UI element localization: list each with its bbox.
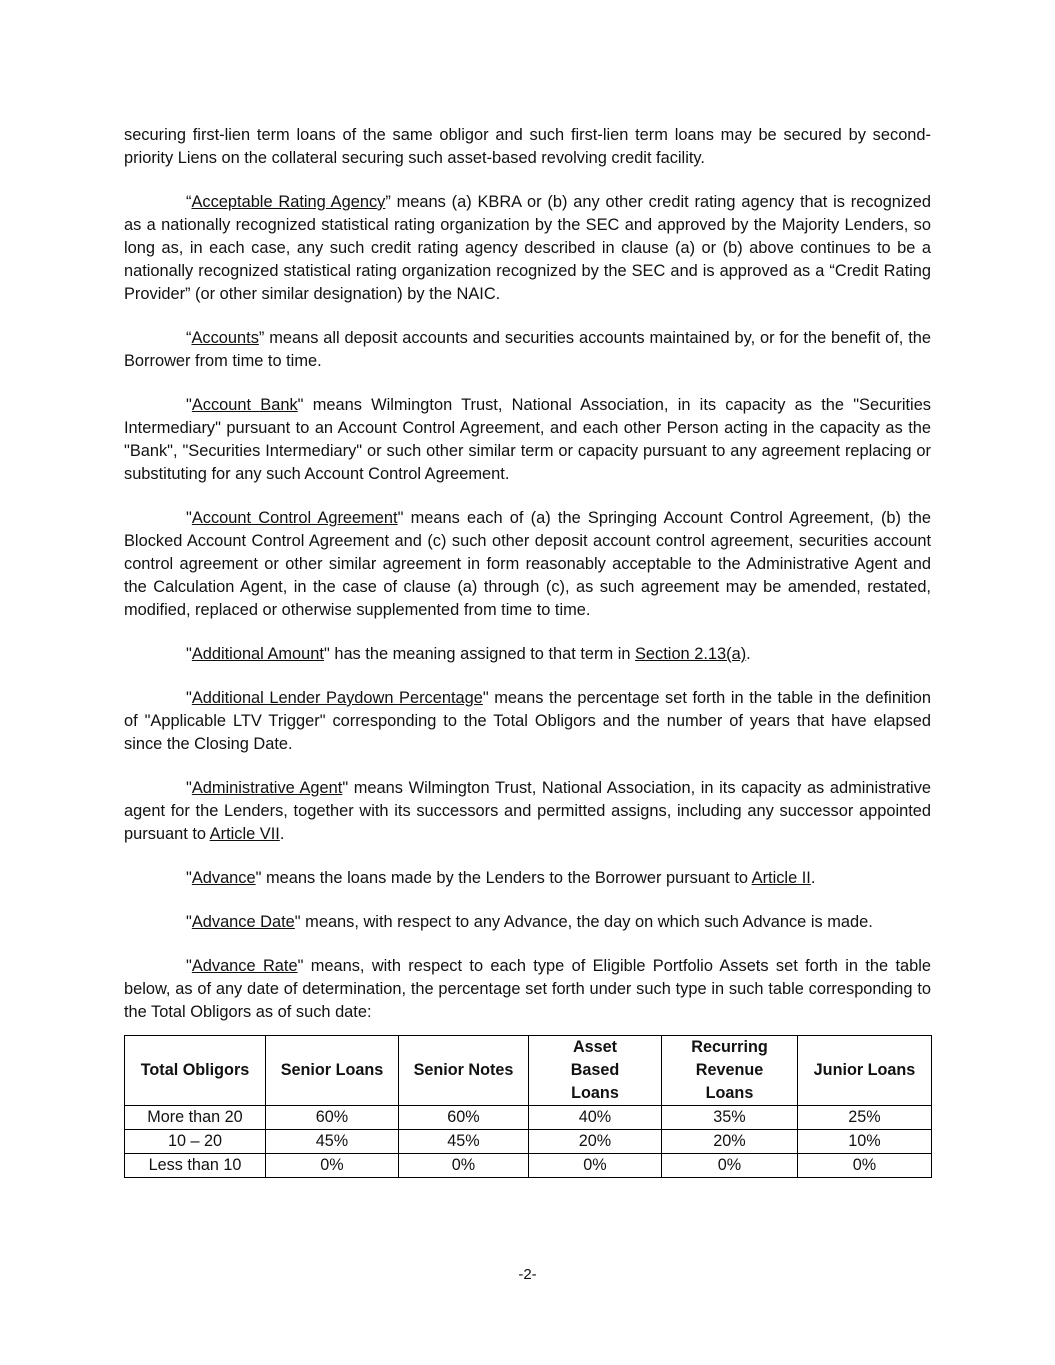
- table-cell: 0%: [266, 1154, 399, 1178]
- definition-advance-date: "Advance Date" means, with respect to any Advance, the day on which such Advance is made.: [186, 913, 873, 931]
- definition-account-control-agreement: "Account Control Agreement" means each of (a) the Springing Account Control Agreement, (b) the Blocked Account Control Agreement and (c) such other deposit account control agreement, securities account control agreement or other similar agreement in form reasonably acceptable to the Administrative Agent and the Calculation Agent, in the case of clause (a) through (c), as such agreement may be amended, restated, modified, replaced or otherwise supplemented from time to time.: [124, 509, 931, 619]
- table-cell: More than 20: [125, 1106, 266, 1130]
- definition-accounts: “Accounts” means all deposit accounts and securities accounts maintained by, or for the benefit of, the Borrower from time to time.: [124, 329, 931, 370]
- table-cell: 45%: [399, 1130, 529, 1154]
- column-header: Asset Based Loans: [529, 1036, 662, 1106]
- table-cell: 0%: [662, 1154, 798, 1178]
- table-row: [125, 1130, 932, 1154]
- defined-term: Accounts: [191, 329, 259, 347]
- table-row: [125, 1106, 932, 1130]
- table-cell: 20%: [529, 1130, 662, 1154]
- table-header-row: [125, 1036, 932, 1106]
- defined-term: Additional Lender Paydown Percentage: [191, 689, 483, 707]
- defined-term: Account Bank: [191, 396, 298, 414]
- table-cell: Less than 10: [125, 1154, 266, 1178]
- definition-advance: "Advance" means the loans made by the Lenders to the Borrower pursuant to Article II.: [186, 869, 816, 887]
- defined-term: Administrative Agent: [191, 779, 343, 797]
- article-reference: Article VII: [209, 825, 280, 843]
- column-header: Senior Loans: [266, 1036, 399, 1106]
- table-cell: 40%: [529, 1106, 662, 1130]
- table-cell: 0%: [399, 1154, 529, 1178]
- column-header: Recurring Revenue Loans: [662, 1036, 798, 1106]
- column-header: Junior Loans: [798, 1036, 932, 1106]
- document-body: [124, 124, 931, 1178]
- table-cell: 60%: [399, 1106, 529, 1130]
- table-cell: 35%: [662, 1106, 798, 1130]
- table-cell: 0%: [529, 1154, 662, 1178]
- table-cell: 10 – 20: [125, 1130, 266, 1154]
- table-cell: 45%: [266, 1130, 399, 1154]
- table-cell: 10%: [798, 1130, 932, 1154]
- defined-term: Advance Date: [191, 913, 295, 931]
- definition-additional-amount: "Additional Amount" has the meaning assigned to that term in Section 2.13(a).: [186, 645, 751, 663]
- definition-account-bank: "Account Bank" means Wilmington Trust, National Association, in its capacity as the "Securities Intermediary" pursuant to an Account Control Agreement, and each other Person acting in the capacity as the "Bank", "Securities Intermediary" or such other similar term or capacity pursuant to any agreement replacing or substituting for any such Account Control Agreement.: [124, 396, 932, 483]
- defined-term: Acceptable Rating Agency: [191, 193, 386, 211]
- article-reference: Article II: [751, 869, 811, 887]
- advance-rate-table: [124, 1035, 932, 1178]
- defined-term: Additional Amount: [191, 645, 324, 663]
- column-header: Senior Notes: [399, 1036, 529, 1106]
- defined-term: Account Control Agreement: [191, 509, 398, 527]
- table-cell: 25%: [798, 1106, 932, 1130]
- defined-term: Advance: [191, 869, 256, 887]
- page-number: -2-: [518, 1266, 537, 1283]
- table-cell: 60%: [266, 1106, 399, 1130]
- definition-advance-rate: "Advance Rate" means, with respect to each type of Eligible Portfolio Assets set forth in the table below, as of any date of determination, the percentage set forth under such type in such table corresponding to the Total Obligors as of such date:: [124, 957, 931, 1021]
- column-header: Total Obligors: [125, 1036, 266, 1106]
- table-cell: 20%: [662, 1130, 798, 1154]
- table-cell: 0%: [798, 1154, 932, 1178]
- definition-acceptable-rating-agency: “Acceptable Rating Agency” means (a) KBRA or (b) any other credit rating agency that is recognized as a nationally recognized statistical rating organization by the SEC and approved by the Majority Lenders, so long as, in each case, any such credit rating agency described in clause (a) or (b) above continues to be a nationally recognized statistical rating organization recognized by the SEC and is approved as a “Credit Rating Provider” (or other similar designation) by the NAIC.: [124, 193, 931, 303]
- definition-administrative-agent: "Administrative Agent" means Wilmington Trust, National Association, in its capacity as administrative agent for the Lenders, together with its successors and permitted assigns, including any successor appointed pursuant to Article VII.: [124, 779, 932, 843]
- section-reference: Section 2.13(a): [635, 645, 747, 663]
- defined-term: Advance Rate: [191, 957, 298, 975]
- definition-additional-lender-paydown-percentage: "Additional Lender Paydown Percentage" means the percentage set forth in the table in the definition of "Applicable LTV Trigger" corresponding to the Total Obligors and the number of years that have elapsed since the Closing Date.: [124, 689, 932, 753]
- paragraph-continuation: securing first-lien term loans of the same obligor and such first-lien term loans may be secured by second-priority Liens on the collateral securing such asset-based revolving credit facility.: [124, 126, 931, 167]
- table-row: [125, 1154, 932, 1178]
